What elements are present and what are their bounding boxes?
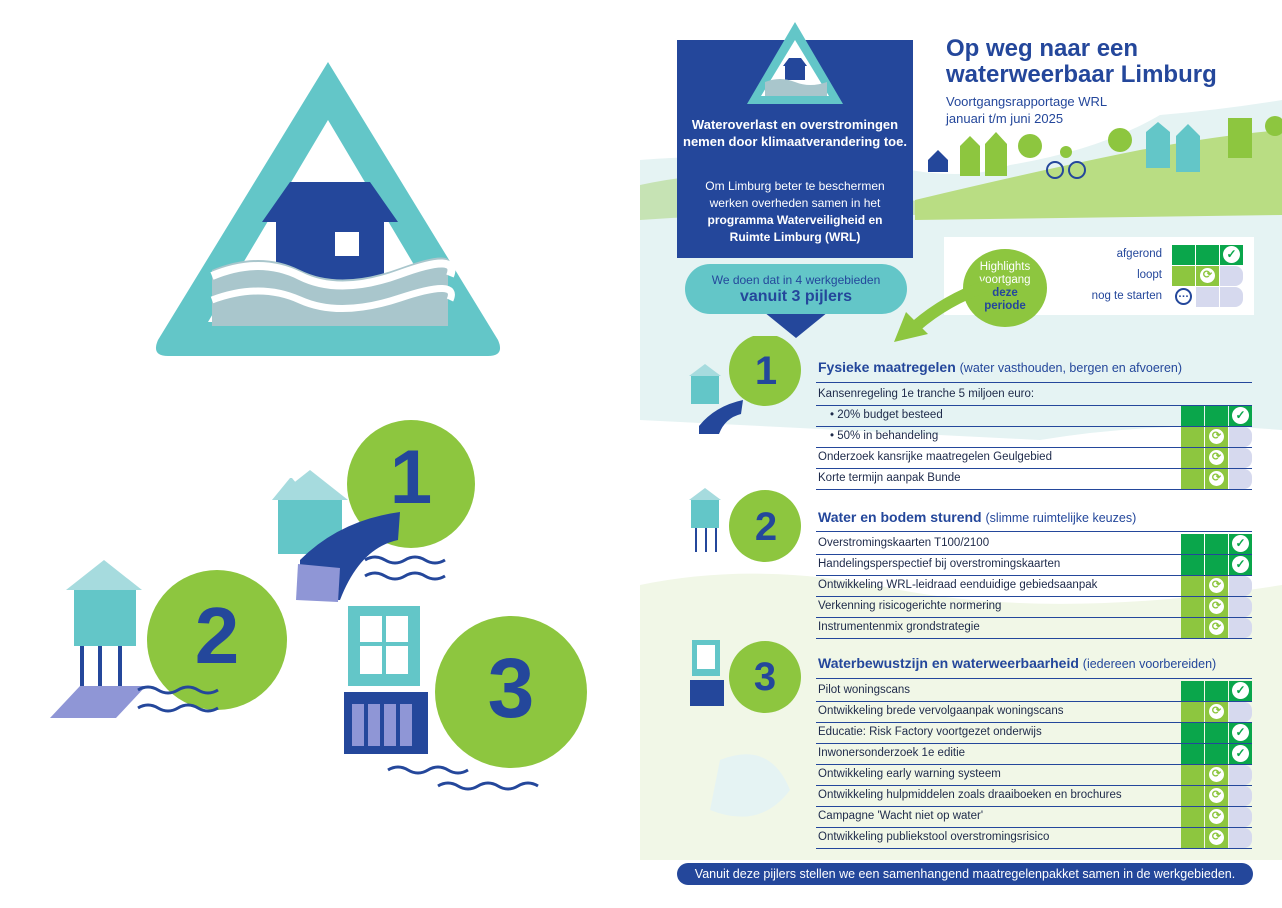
section-title-1: Fysieke maatregelen (water vasthouden, bergen en afvoeren) <box>818 359 1183 375</box>
refresh-icon: ⟳ <box>1199 267 1216 284</box>
big-number-2: 2 <box>194 591 240 680</box>
refresh-icon: ⟳ <box>1208 428 1225 445</box>
check-icon: ✓ <box>1232 745 1249 762</box>
legend-item-todo: nog te starten … <box>1044 287 1244 307</box>
table-row <box>816 468 1252 490</box>
status-indicator <box>1181 427 1253 447</box>
section-number-3: 3 <box>753 655 777 699</box>
table-row <box>816 554 1252 576</box>
refresh-icon: ⟳ <box>1208 703 1225 720</box>
check-icon: ✓ <box>1232 556 1249 573</box>
status-indicator <box>1181 576 1253 596</box>
status-indicator <box>1181 786 1253 806</box>
intro-headline: Wateroverlast en overstromingen nemen door klimaatverandering toe. <box>683 117 907 149</box>
table-row <box>816 806 1252 828</box>
door-icon <box>688 640 728 710</box>
legend-item-done: afgerond ✓ <box>1044 245 1244 265</box>
title-line-1: Op weg naar een <box>946 35 1139 62</box>
section-number-2: 2 <box>754 505 778 549</box>
table-row <box>816 596 1252 618</box>
flood-warning-icon <box>745 20 845 110</box>
row-label: • 50% in behandeling <box>830 430 939 442</box>
refresh-icon: ⟳ <box>1208 787 1225 804</box>
row-label: Overstromingskaarten T100/2100 <box>818 537 990 549</box>
check-icon: ✓ <box>1232 535 1249 552</box>
table-row <box>816 722 1252 744</box>
pill-line-2: vanuit 3 pijlers <box>739 288 853 305</box>
status-indicator <box>1181 597 1253 617</box>
row-label: Ontwikkeling publiekstool overstromingsrisico <box>818 831 1050 843</box>
table-row <box>816 617 1252 639</box>
status-indicator <box>1181 807 1253 827</box>
refresh-icon: ⟳ <box>1208 766 1225 783</box>
refresh-icon: ⟳ <box>1208 470 1225 487</box>
table-row <box>816 827 1252 849</box>
table-row <box>816 405 1252 427</box>
table-row <box>816 426 1252 448</box>
row-label: Ontwikkeling WRL-leidraad eenduidige gebiedsaanpak <box>818 579 1098 591</box>
highlights-badge: Highlights voortgang deze periode <box>963 249 1047 327</box>
row-label: Ontwikkeling brede vervolgaanpak woningscans <box>818 705 1064 717</box>
check-icon: ✓ <box>1232 682 1249 699</box>
status-indicator <box>1181 618 1253 638</box>
intro-body: Om Limburg beter te beschermen werken overheden samen in het programma Waterveiligheid en Ruimte Limburg (WRL) <box>705 179 885 244</box>
table-row <box>816 764 1252 786</box>
section-title-2: Water en bodem sturend (slimme ruimtelijke keuzes) <box>818 509 1137 525</box>
big-number-1: 1 <box>389 435 433 520</box>
table-row <box>816 701 1252 723</box>
table-row <box>816 575 1252 597</box>
status-indicator <box>1181 723 1253 743</box>
row-label: Pilot woningscans <box>818 684 911 696</box>
refresh-icon: ⟳ <box>1208 808 1225 825</box>
refresh-icon: ⟳ <box>1208 598 1225 615</box>
row-label: Verkenning risicogerichte normering <box>818 600 1002 612</box>
section-number-1: 1 <box>754 349 778 393</box>
dots-icon: … <box>1175 288 1192 305</box>
title-line-2: waterweerbaar Limburg <box>946 61 1217 88</box>
pillars-pill <box>685 264 907 314</box>
row-label: Instrumentenmix grondstrategie <box>818 621 980 633</box>
table-row <box>816 785 1252 807</box>
table-row <box>816 533 1252 555</box>
row-label: Handelingsperspectief bij overstromingskaarten <box>818 558 1061 570</box>
row-label: Campagne 'Wacht niet op water' <box>818 810 984 822</box>
row-label: Kansenregeling 1e tranche 5 miljoen euro: <box>818 388 1035 400</box>
flood-warning-icon <box>156 62 500 356</box>
refresh-icon: ⟳ <box>1208 619 1225 636</box>
footer-banner: Vanuit deze pijlers stellen we een samenhangend maatregelenpakket samen in de werkgebieden. <box>677 863 1253 885</box>
legend-item-running: loopt ⟳ <box>1044 266 1244 286</box>
status-indicator <box>1181 681 1253 701</box>
table-row <box>816 680 1252 702</box>
row-label: Korte termijn aanpak Bunde <box>818 472 961 484</box>
curved-arrow-icon <box>886 280 996 346</box>
subtitle-line-1: Voortgangsrapportage WRL <box>946 94 1108 109</box>
status-indicator <box>1181 555 1253 575</box>
big-number-3: 3 <box>487 641 535 735</box>
status-indicator <box>1181 744 1253 764</box>
row-label: Onderzoek kansrijke maatregelen Geulgebied <box>818 451 1052 463</box>
row-label: Ontwikkeling hulpmiddelen zoals draaiboeken en brochures <box>818 789 1122 801</box>
page-subtitle <box>946 93 1107 127</box>
pillar-3-illustration <box>344 606 587 789</box>
status-indicator <box>1181 828 1253 848</box>
refresh-icon: ⟳ <box>1208 829 1225 846</box>
refresh-icon: ⟳ <box>1208 449 1225 466</box>
row-label: Educatie: Risk Factory voortgezet onderwijs <box>818 726 1042 738</box>
status-indicator <box>1181 406 1253 426</box>
status-indicator <box>1181 765 1253 785</box>
check-icon: ✓ <box>1232 724 1249 741</box>
intro-box <box>677 40 913 258</box>
status-indicator <box>1181 448 1253 468</box>
check-icon: ✓ <box>1223 246 1240 263</box>
table-row <box>816 447 1252 469</box>
status-indicator <box>1181 469 1253 489</box>
progress-report-panel <box>640 0 1282 908</box>
table-row <box>816 384 1252 406</box>
subtitle-line-2: januari t/m juni 2025 <box>946 111 1064 126</box>
row-label: • 20% budget besteed <box>830 409 943 421</box>
row-label: Ontwikkeling early warning systeem <box>818 768 1001 780</box>
page-title <box>946 36 1217 88</box>
status-indicator <box>1181 702 1253 722</box>
row-label: Inwonersonderzoek 1e editie <box>818 747 966 759</box>
program-name: programma Waterveiligheid en Ruimte Limburg (WRL) <box>707 213 883 244</box>
pill-line-1: We doen dat in 4 werkgebieden <box>711 273 881 287</box>
refresh-icon: ⟳ <box>1208 577 1225 594</box>
table-row <box>816 743 1252 765</box>
section-title-3: Waterbewustzijn en waterweerbaarheid (iedereen voorbereiden) <box>818 655 1217 671</box>
check-icon: ✓ <box>1232 407 1249 424</box>
status-indicator <box>1181 534 1253 554</box>
left-illustration <box>0 0 640 908</box>
